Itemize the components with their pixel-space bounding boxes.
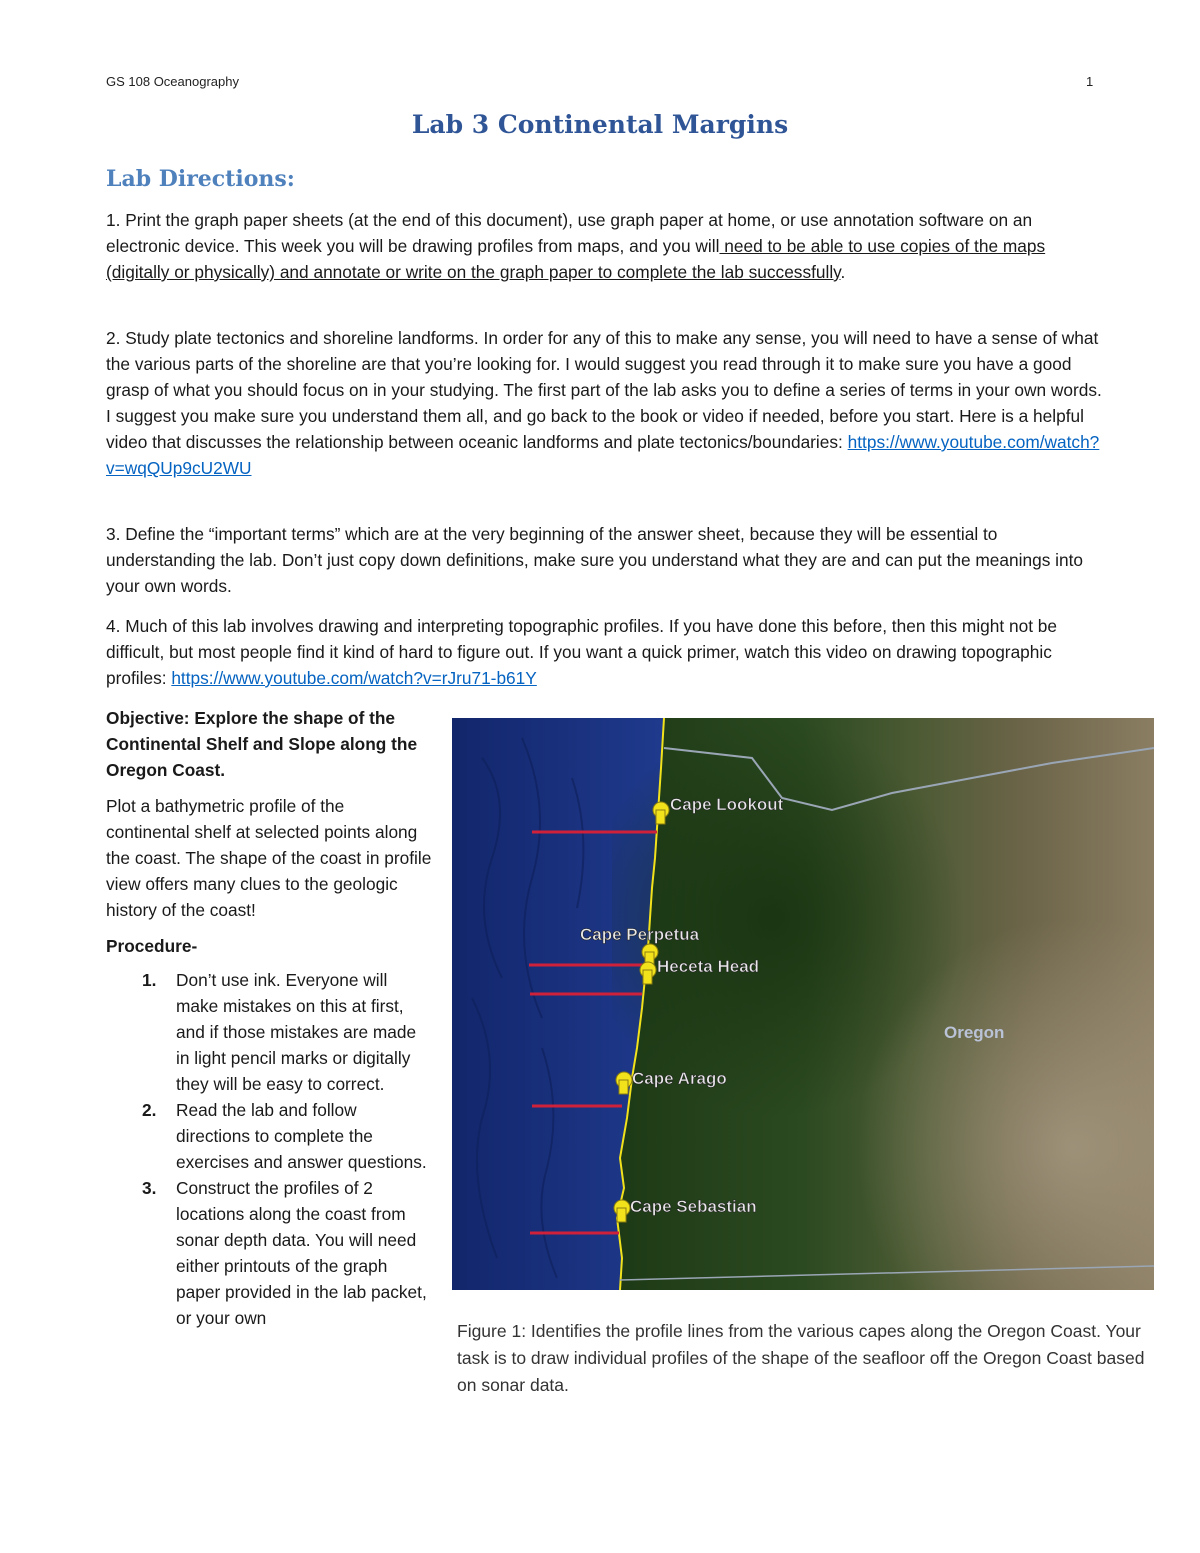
direction-1-text: 1. Print the graph paper sheets (at the end of this document), use graph paper at home, or use annotation software on an electronic device. This week you will be drawing profiles from maps, and you will <box>106 210 1033 256</box>
video-link-1[interactable]: https://www.youtube.com/watch?v=wqQUp9cU2WU <box>106 432 1100 478</box>
header-page-number: 1 <box>1086 74 1094 89</box>
label-cape-arago: Cape Arago <box>632 1069 727 1088</box>
direction-2-text: 2. Study plate tectonics and shoreline landforms. In order for any of this to make any sense, you will need to have a sense of what the various parts of the shoreline are that you’re looking for. I would suggest you read through it to make sure you have a good grasp of what you should focus on in your studying. The first part of the lab asks you to define a series of terms in your own words. I suggest you make sure you understand them all, and go back to the book or video if needed, before you start. Here is a helpful video that discusses the relationship between oceanic landforms and plate tectonics/boundaries: <box>106 328 1102 452</box>
objective-column <box>106 705 432 1331</box>
plot-instructions: Plot a bathymetric profile of the continental shelf at selected points along the coast. The shape of the coast in profile view offers many clues to the geologic history of the coast! <box>106 796 432 920</box>
procedure-step <box>106 1097 432 1175</box>
step-number: 1. <box>142 970 157 990</box>
step-text: Don’t use ink. Everyone will make mistakes on this at first, and if those mistakes are made in light pencil marks or digitally they will be easy to correct. <box>176 970 417 1094</box>
procedure-step <box>106 967 432 1097</box>
direction-1-end: . <box>840 262 846 282</box>
step-text: Construct the profiles of 2 locations along the coast from sonar depth data. You will need either printouts of the graph paper provided in the lab packet, or your own <box>176 1178 427 1328</box>
direction-1-underlined: need to be able to use copies of the maps (digitally or physically) and annotate or write on the graph paper to complete the lab successfully <box>106 236 1046 282</box>
procedure-heading: Procedure- <box>106 936 198 956</box>
step-number: 2. <box>142 1100 157 1120</box>
video-link-2[interactable]: https://www.youtube.com/watch?v=rJru71-b61Y <box>171 668 537 688</box>
step-text: Read the lab and follow directions to complete the exercises and answer questions. <box>176 1100 427 1172</box>
oregon-coast-map <box>452 718 1154 1290</box>
objective-text: Objective: Explore the shape of the Continental Shelf and Slope along the Oregon Coast. <box>106 708 418 780</box>
label-cape-sebastian: Cape Sebastian <box>630 1197 757 1216</box>
page-title: Lab 3 Continental Margins <box>411 110 789 139</box>
step-number: 3. <box>142 1178 157 1198</box>
direction-3-text: 3. Define the “important terms” which are at the very beginning of the answer sheet, because they will be essential to understanding the lab. Don’t just copy down definitions, make sure you understand what they are and can put the meanings into your own words. <box>106 524 1084 596</box>
direction-3 <box>106 521 1102 599</box>
direction-4 <box>106 613 1102 691</box>
label-cape-lookout: Cape Lookout <box>670 795 784 814</box>
direction-4-text: 4. Much of this lab involves drawing and interpreting topographic profiles. If you have done this before, then this might not be difficult, but most people find it kind of hard to figure out. If you want a quick primer, watch this video on drawing topographic profiles: <box>106 616 1058 688</box>
figure-caption: Figure 1: Identifies the profile lines from the various capes along the Oregon Coast. Your task is to draw individual profiles of the shape of the seafloor off the Oregon Coast based on sonar data. <box>457 1321 1145 1395</box>
direction-1 <box>106 207 1102 285</box>
label-cape-perpetua: Cape Perpetua <box>580 925 700 944</box>
procedure-step <box>106 1175 432 1331</box>
direction-2 <box>106 325 1102 481</box>
label-oregon: Oregon <box>944 1023 1005 1042</box>
label-heceta-head: Heceta Head <box>657 957 760 976</box>
header-course: GS 108 Oceanography <box>106 74 239 89</box>
section-heading: Lab Directions: <box>106 166 295 192</box>
procedure-list <box>106 967 432 1331</box>
